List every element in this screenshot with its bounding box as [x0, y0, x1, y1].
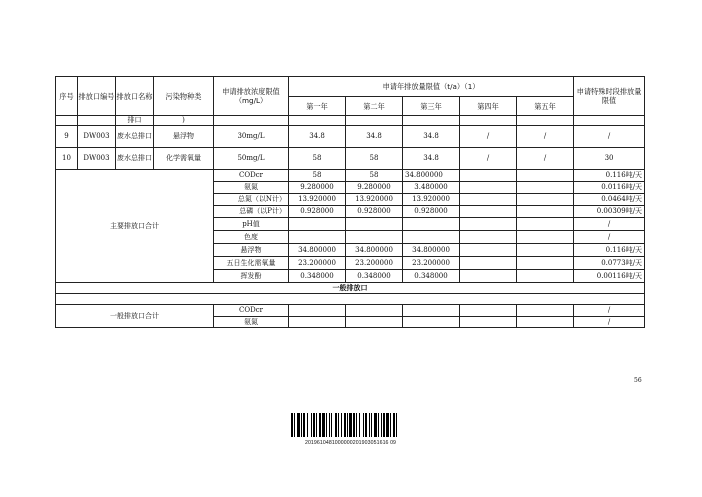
cell-year3 — [403, 218, 460, 231]
barcode-bar — [301, 413, 302, 437]
cell-year3: 34.800000 — [403, 244, 460, 257]
table-row — [56, 294, 645, 305]
cell-pollutant: 悬浮物 — [154, 126, 214, 148]
barcode-bar — [291, 413, 293, 437]
cell-pollutant: CODcr — [214, 305, 289, 317]
cell-year1: 34.800000 — [289, 244, 346, 257]
cell-year3 — [403, 231, 460, 244]
header-outlet-no: 排放口编号 — [78, 77, 116, 116]
cell-special: / — [574, 218, 645, 231]
barcode-bar — [356, 413, 357, 437]
barcode-bar — [335, 413, 337, 437]
table-row — [56, 305, 645, 317]
cell-special: / — [574, 305, 645, 317]
barcode-bar — [347, 413, 348, 437]
barcode-bar — [353, 413, 355, 437]
cell-year4 — [460, 170, 517, 182]
cell-outlet-name: 废水总排口 — [116, 148, 154, 170]
barcode-number: 2019610481000000201903051616 09 — [304, 440, 397, 446]
cell-seq: 10 — [56, 148, 78, 170]
cell-year2: 58 — [346, 170, 403, 182]
cell-year1: 9.280000 — [289, 182, 346, 194]
barcode-bar — [319, 413, 321, 437]
barcode-bar — [363, 413, 364, 437]
barcode-bar — [303, 413, 305, 437]
general-total-label: 一般排放口合计 — [56, 305, 214, 328]
cell-year1: 58 — [289, 170, 346, 182]
barcode-bar — [383, 413, 385, 437]
cell-year1: 0.928000 — [289, 206, 346, 218]
barcode-bar — [378, 413, 379, 437]
cell-year3: 3.480000 — [403, 182, 460, 194]
barcode-bar — [313, 413, 315, 437]
cell-year4 — [460, 206, 517, 218]
cell-year5: / — [517, 126, 574, 148]
cell-year1: 0.348000 — [289, 270, 346, 283]
cell-year3: 0.928000 — [403, 206, 460, 218]
cell-year2: 34.800000 — [346, 244, 403, 257]
barcode-bar — [386, 413, 389, 437]
header-year4: 第四年 — [460, 97, 517, 116]
cell-year4 — [460, 194, 517, 206]
general-section-title: 一般排放口 — [56, 283, 645, 294]
cell-special: 0.0773吨/天 — [574, 257, 645, 270]
cell-year2: 9.280000 — [346, 182, 403, 194]
cell-year5 — [517, 194, 574, 206]
barcode-bar — [371, 413, 372, 437]
cell-year1: 58 — [289, 148, 346, 170]
header-seq: 序号 — [56, 77, 78, 116]
cell-pollutant: pH值 — [214, 218, 289, 231]
cell-conc: 50mg/L — [214, 148, 289, 170]
cell-pollutant: 氨氮 — [214, 182, 289, 194]
main-total-label: 主要排放口合计 — [56, 170, 214, 283]
cell-special: / — [574, 126, 645, 148]
barcode-bar — [316, 413, 317, 437]
table-row — [56, 170, 645, 182]
cell-year5 — [517, 218, 574, 231]
table-row — [56, 116, 645, 126]
cell-outlet-no: DW003 — [78, 148, 116, 170]
cell-year4 — [460, 182, 517, 194]
barcode-bar — [311, 413, 312, 437]
barcode-bar — [349, 413, 352, 437]
cell-year5 — [517, 206, 574, 218]
table-row — [56, 148, 645, 170]
cell-year5 — [517, 257, 574, 270]
barcode-bar — [374, 413, 377, 437]
cell-year2 — [346, 231, 403, 244]
cell-year2: 58 — [346, 148, 403, 170]
cell-year3: 34.8 — [403, 126, 460, 148]
cell-special: 0.00116吨/天 — [574, 270, 645, 283]
cell-year2: 23.200000 — [346, 257, 403, 270]
cell-year5 — [517, 182, 574, 194]
cell-special: 0.0464吨/天 — [574, 194, 645, 206]
cell-year5 — [517, 231, 574, 244]
cell-year1 — [289, 218, 346, 231]
barcode-bar — [331, 413, 332, 437]
cell-conc: 30mg/L — [214, 126, 289, 148]
cell-year5 — [517, 170, 574, 182]
cell-year1: 13.920000 — [289, 194, 346, 206]
cell-year1: 23.200000 — [289, 257, 346, 270]
cell-outlet-no: DW003 — [78, 126, 116, 148]
page-number: 56 — [634, 377, 642, 384]
barcode-bar — [338, 413, 339, 437]
header-year1: 第一年 — [289, 97, 346, 116]
cell-outlet-name: 排口 — [116, 116, 154, 126]
header-annual-limit: 申请年排放量限值（t/a）（1） — [289, 77, 574, 97]
cell-year2 — [346, 218, 403, 231]
barcode-bar — [393, 413, 395, 437]
barcode-bar — [365, 413, 367, 437]
barcode-bar — [359, 413, 360, 437]
barcode-bar — [322, 413, 325, 437]
cell-special: 0.0116吨/天 — [574, 182, 645, 194]
header-special-limit: 申请特殊时段排放量限值 — [574, 77, 645, 116]
cell-year3: 34.800000 — [403, 170, 460, 182]
table-row — [56, 126, 645, 148]
cell-special: 0.116吨/天 — [574, 170, 645, 182]
cell-year1 — [289, 231, 346, 244]
barcode-bar — [297, 413, 300, 437]
header-year3: 第三年 — [403, 97, 460, 116]
barcode-bar — [341, 413, 342, 437]
cell-year4: / — [460, 126, 517, 148]
cell-year3: 34.8 — [403, 148, 460, 170]
cell-year3: 13.920000 — [403, 194, 460, 206]
header-year2: 第二年 — [346, 97, 403, 116]
cell-pollutant: 总磷（以P计） — [214, 206, 289, 218]
cell-year3: 23.200000 — [403, 257, 460, 270]
header-conc-limit: 申请排放浓度限值（mg/L） — [214, 77, 289, 116]
barcode-bar — [344, 413, 346, 437]
cell-year5 — [517, 270, 574, 283]
cell-year2: 34.8 — [346, 126, 403, 148]
cell-pollutant: 挥发酚 — [214, 270, 289, 283]
cell-special: 30 — [574, 148, 645, 170]
cell-year2: 13.920000 — [346, 194, 403, 206]
cell-year4 — [460, 270, 517, 283]
barcode-bar — [329, 413, 330, 437]
cell-year4 — [460, 257, 517, 270]
cell-year4 — [460, 244, 517, 257]
cell-pollutant: 总氮（以N计） — [214, 194, 289, 206]
cell-year4 — [460, 218, 517, 231]
cell-year3: 0.348000 — [403, 270, 460, 283]
cell-year2: 0.348000 — [346, 270, 403, 283]
barcode-image — [291, 413, 410, 437]
barcode-bar — [390, 413, 391, 437]
barcode-bar — [369, 413, 370, 437]
cell-year5 — [517, 244, 574, 257]
cell-seq: 9 — [56, 126, 78, 148]
cell-pollutant: CODcr — [214, 170, 289, 182]
cell-special: 0.00309吨/天 — [574, 206, 645, 218]
cell-pollutant: 五日生化需氧量 — [214, 257, 289, 270]
cell-year4: / — [460, 148, 517, 170]
cell-year4 — [460, 231, 517, 244]
header-pollutant: 污染物种类 — [154, 77, 214, 116]
cell-pollutant: 悬浮物 — [214, 244, 289, 257]
header-outlet-name: 排放口名称 — [116, 77, 154, 116]
cell-pollutant: 化学需氧量 — [154, 148, 214, 170]
cell-year2: 0.928000 — [346, 206, 403, 218]
barcode-bar — [307, 413, 308, 437]
barcode-bar — [381, 413, 382, 437]
cell-pollutant: 氨氮 — [214, 317, 289, 328]
cell-special: 0.116吨/天 — [574, 244, 645, 257]
general-section-row — [56, 283, 645, 294]
barcode-bar — [326, 413, 327, 437]
cell-pollutant: 色度 — [214, 231, 289, 244]
cell-year1: 34.8 — [289, 126, 346, 148]
barcode-bar — [294, 413, 295, 437]
cell-pollutant: ) — [154, 116, 214, 126]
cell-outlet-name: 废水总排口 — [116, 126, 154, 148]
barcode-bar — [396, 413, 397, 437]
cell-special: / — [574, 317, 645, 328]
cell-year5: / — [517, 148, 574, 170]
header-year5: 第五年 — [517, 97, 574, 116]
emission-limits-table — [55, 76, 645, 328]
cell-special: / — [574, 231, 645, 244]
